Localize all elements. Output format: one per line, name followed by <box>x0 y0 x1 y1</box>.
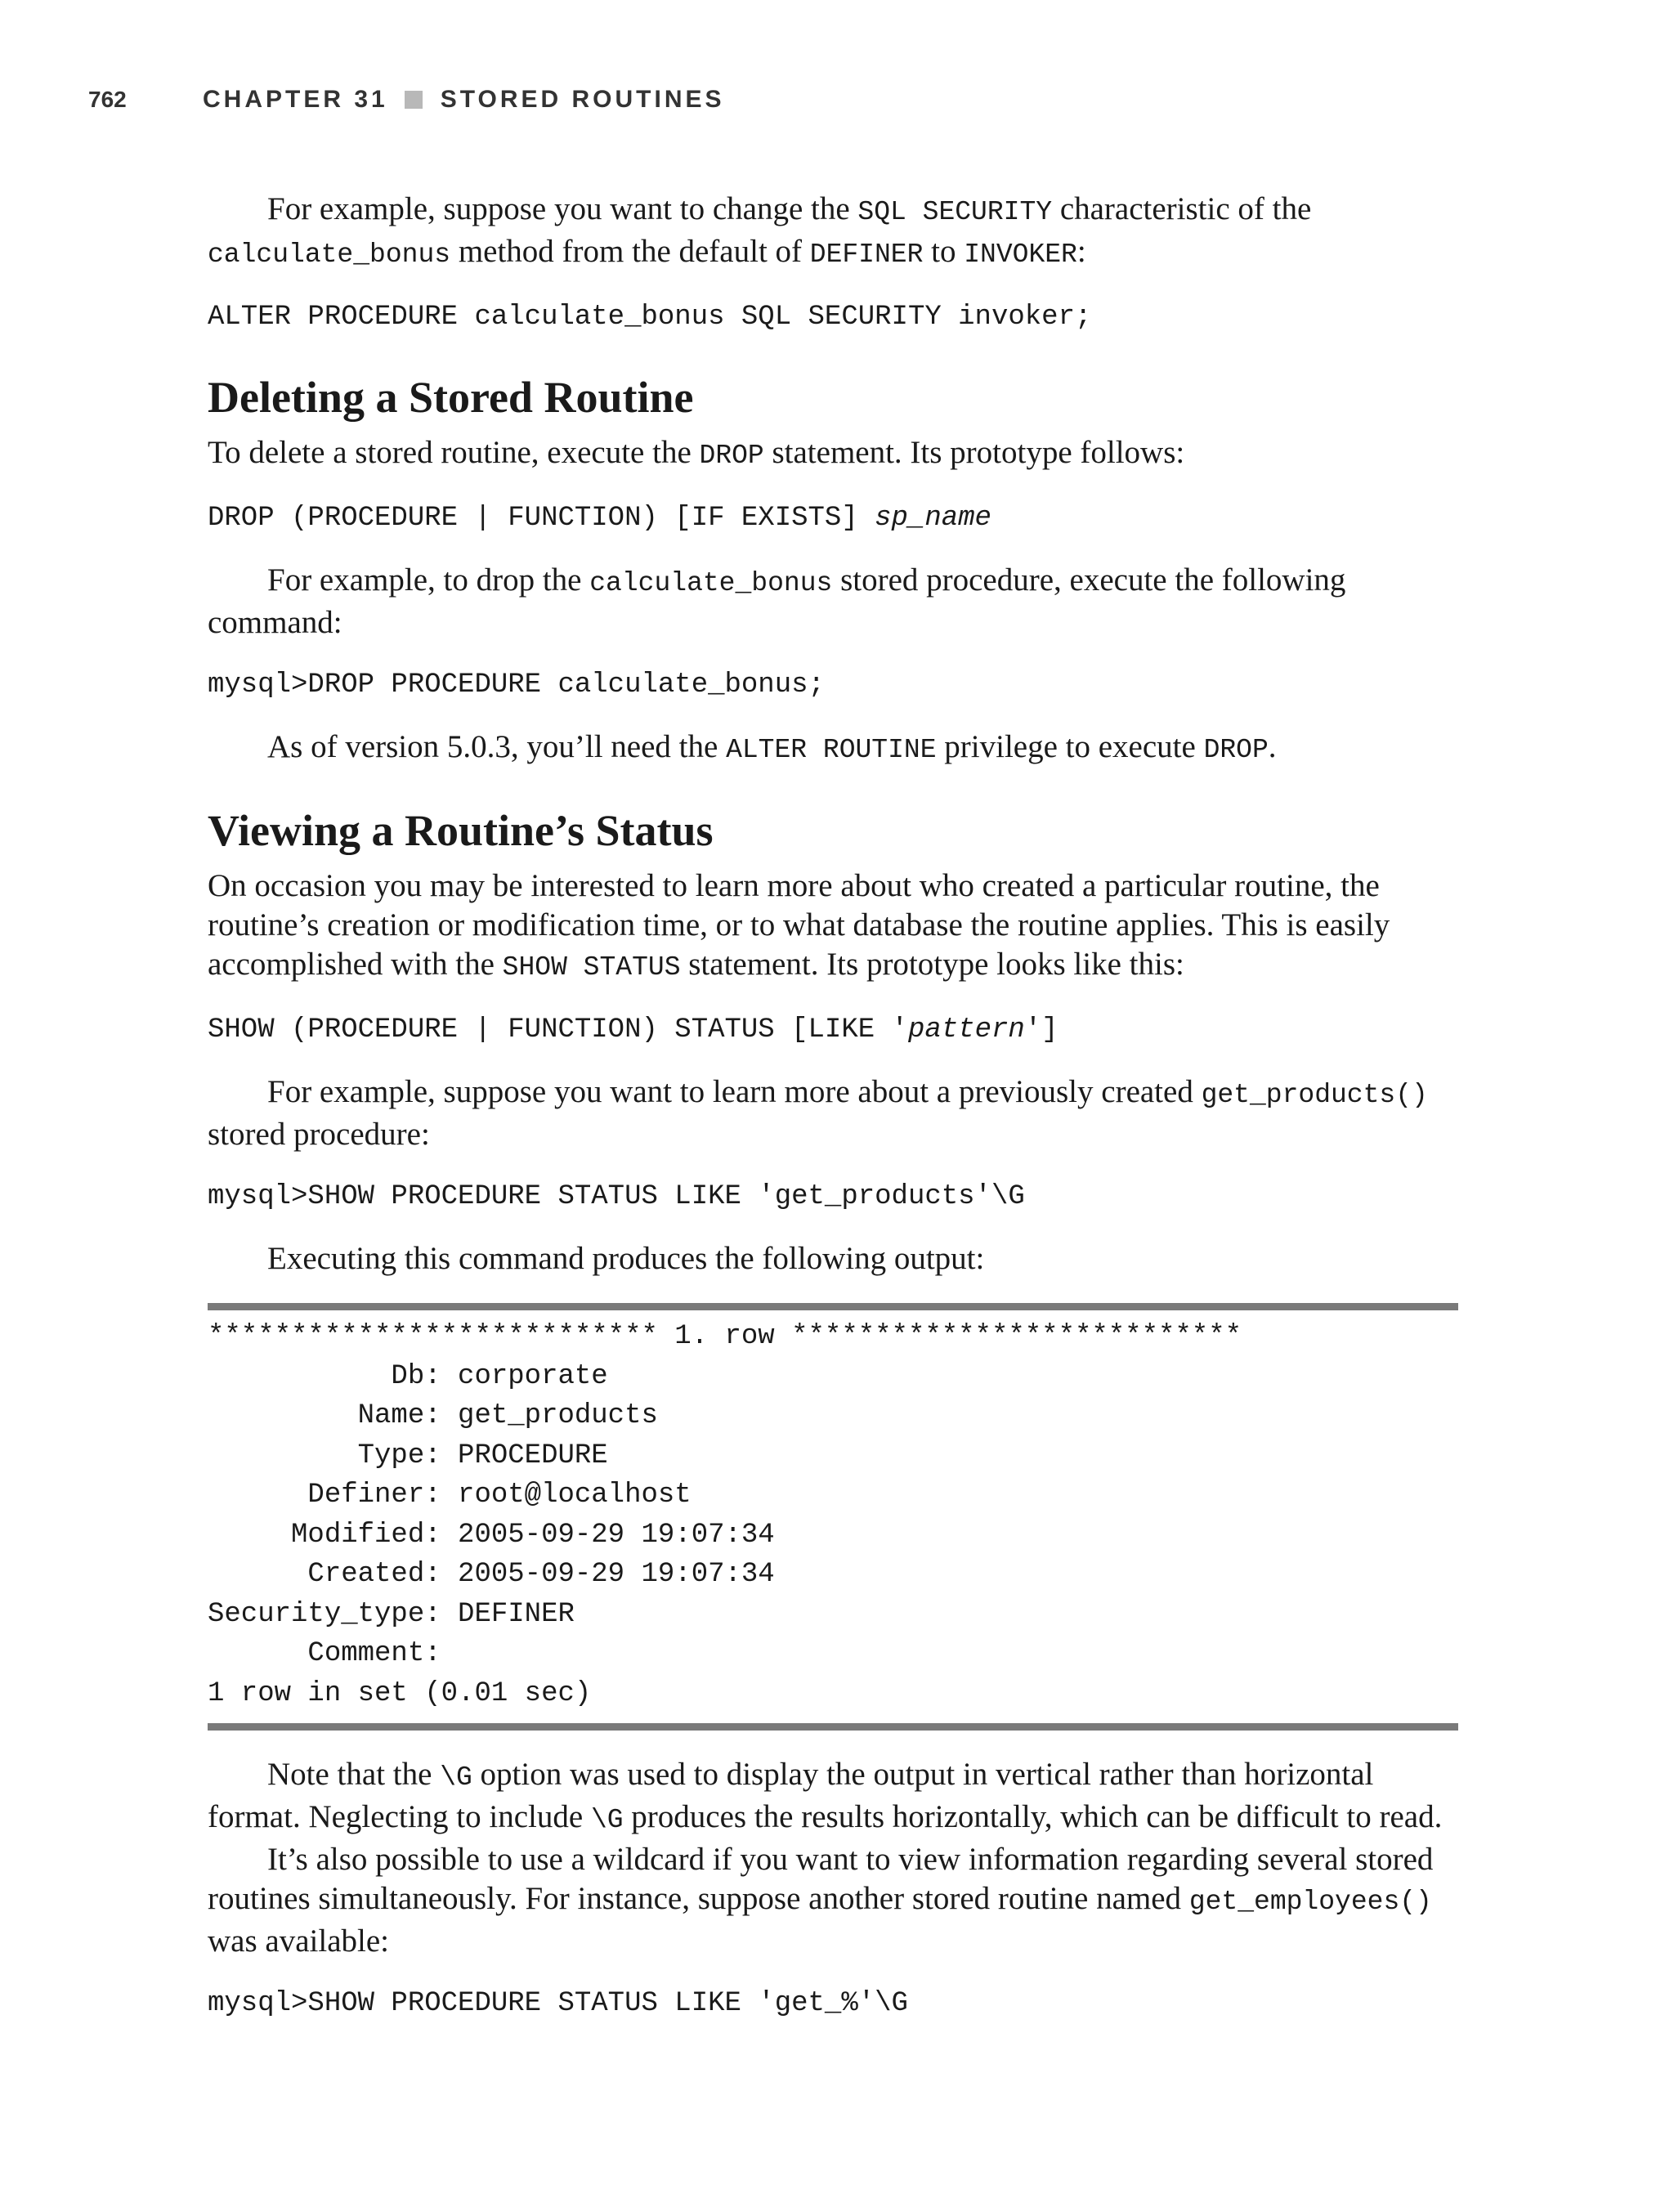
code-drop-procedure: mysql>DROP PROCEDURE calculate_bonus; <box>208 669 825 701</box>
output-line: Modified: 2005-09-29 19:07:34 <box>208 1519 775 1551</box>
code-show-status-prototype: SHOW (PROCEDURE | FUNCTION) STATUS [LIKE 'pattern'] <box>208 1014 1059 1046</box>
output-line: 1 row in set (0.01 sec) <box>208 1677 592 1709</box>
heading-viewing-status: Viewing a Routine’s Status <box>208 806 714 855</box>
output-line: Definer: root@localhost <box>208 1480 692 1511</box>
output-line: *************************** 1. row *************************** <box>208 1321 1242 1352</box>
output-line: Created: 2005-09-29 19:07:34 <box>208 1559 775 1590</box>
code-drop-prototype: DROP (PROCEDURE | FUNCTION) [IF EXISTS] sp_name <box>208 503 991 534</box>
paragraph-status-intro: On occasion you may be interested to learn more about who created a particular routine, the routine’s creation or modification time, or to what database the routine applies. This is easily accomplished with the SHOW STATUS statement. Its prototype looks like this: <box>208 868 1390 983</box>
paragraph-output-intro: Executing this command produces the following output: <box>267 1241 985 1276</box>
paragraph-drop-intro: To delete a stored routine, execute the DROP statement. Its prototype follows: <box>208 435 1185 471</box>
paragraph-g-option-note: Note that the \G option was used to display the output in vertical rather than horizontal format. Neglecting to include \G produces the results horizontally, which can be difficult to read. <box>208 1757 1443 1835</box>
page-body <box>208 190 1466 2023</box>
chapter-label: CHAPTER 31 <box>203 86 388 113</box>
output-line: Comment: <box>208 1638 441 1669</box>
output-line: Type: PROCEDURE <box>208 1440 608 1471</box>
output-line: Security_type: DEFINER <box>208 1598 575 1630</box>
paragraph-drop-example: For example, to drop the calculate_bonus stored procedure, execute the following command: <box>208 562 1346 640</box>
output-listing <box>208 1303 1458 1731</box>
paragraph-version-note: As of version 5.0.3, you’ll need the ALTER ROUTINE privilege to execute DROP. <box>267 729 1277 765</box>
code-alter-procedure: ALTER PROCEDURE calculate_bonus SQL SECURITY invoker; <box>208 302 1092 333</box>
code-show-wildcard: mysql>SHOW PROCEDURE STATUS LIKE 'get_%'\G <box>208 1988 908 2019</box>
header-separator-square <box>405 91 423 109</box>
page-number: 762 <box>88 87 127 112</box>
heading-deleting-routine: Deleting a Stored Routine <box>208 373 694 422</box>
section-label: STORED ROUTINES <box>440 86 725 113</box>
paragraph-status-example: For example, suppose you want to learn more about a previously created get_products() stored procedure: <box>208 1074 1428 1152</box>
paragraph-alter-example: For example, suppose you want to change the SQL SECURITY characteristic of the calculate_bonus method from the default of DEFINER to INVOKER: <box>208 191 1312 270</box>
output-line: Name: get_products <box>208 1400 658 1431</box>
paragraph-wildcard-note: It’s also possible to use a wildcard if you want to view information regarding several stored routines simultaneously. For instance, suppose another stored routine named get_employees() was available: <box>208 1842 1434 1959</box>
running-header <box>88 83 725 116</box>
output-line: Db: corporate <box>208 1360 608 1392</box>
code-show-procedure-status: mysql>SHOW PROCEDURE STATUS LIKE 'get_products'\G <box>208 1181 1025 1212</box>
